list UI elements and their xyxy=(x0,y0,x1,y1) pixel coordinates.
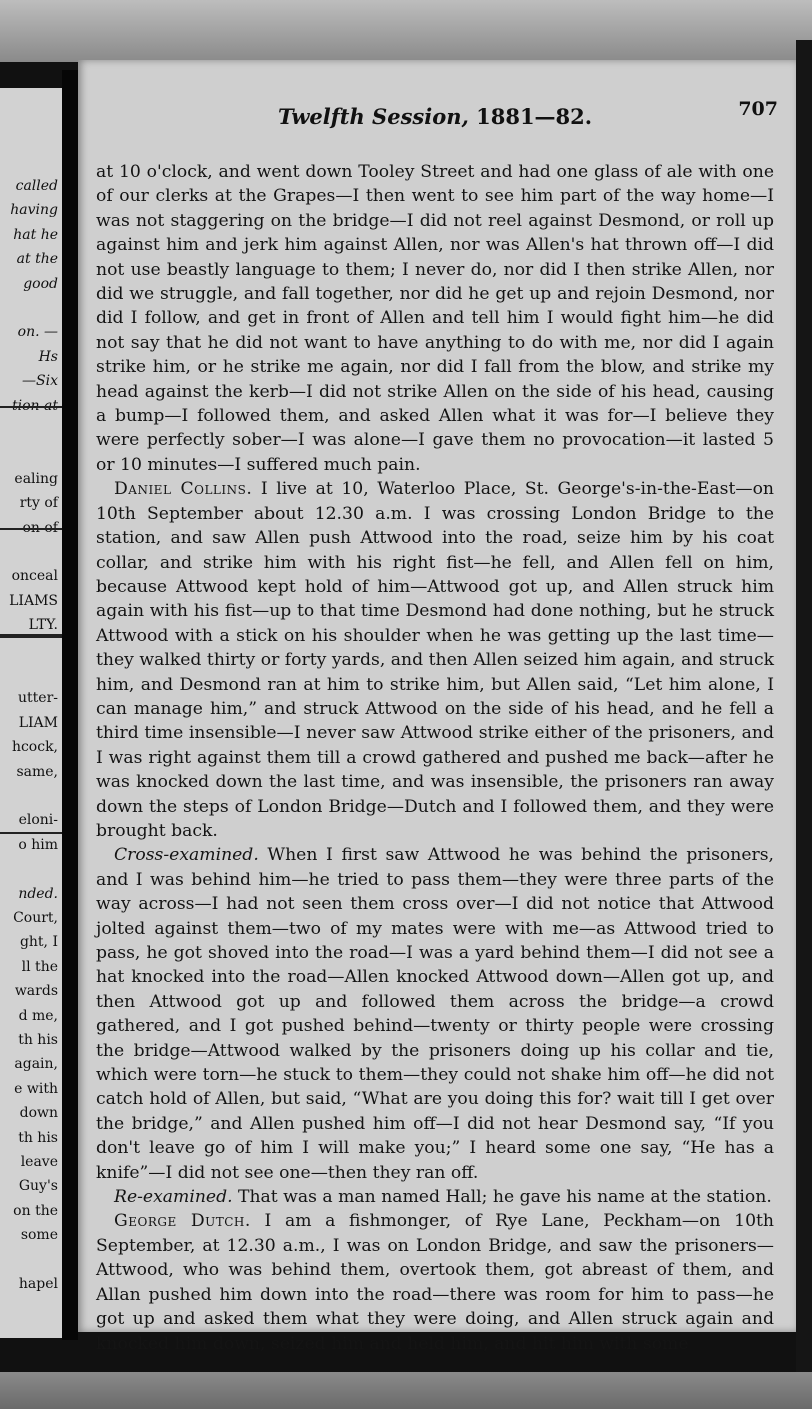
facing-page-rule xyxy=(0,406,62,408)
facing-page-fragment: LTY. xyxy=(28,617,58,634)
facing-page-fragment: th his xyxy=(18,1129,58,1146)
facing-page-fragment: down xyxy=(19,1105,58,1122)
facing-page-fragment: o him xyxy=(18,836,58,853)
paragraph-body: I am a fishmonger, of Rye Lane, Peckham—on 10th September, at 12.30 a.m., I was on London Bridge, and saw the prisoners—Attwood, who was behind them, overtook them, got abreast of them, and Allan pushed him down into the road—there was room for him to pass—he got up and asked them what they were doing, and Allen struck again and knocked him down, seized him and held him, and hit him with some xyxy=(96,1211,774,1354)
facing-page-fragment: ll the xyxy=(21,958,58,975)
paragraph xyxy=(96,477,774,843)
facing-page-fragment: nded. xyxy=(18,885,58,902)
facing-page-fragment: on. — xyxy=(17,324,58,341)
facing-page-fragment: LIAMS xyxy=(9,592,58,609)
facing-page-fragment: hcock, xyxy=(11,739,58,756)
facing-page-edge xyxy=(0,88,62,1338)
facing-page-fragment: again, xyxy=(14,1056,58,1073)
facing-page-fragment: Hs xyxy=(38,348,58,365)
paragraph-body: That was a man named Hall; he gave his name at the station. xyxy=(232,1187,772,1208)
paragraph xyxy=(96,1185,774,1209)
facing-page-fragment: LIAM xyxy=(18,714,58,731)
facing-page-fragment: some xyxy=(20,1227,58,1244)
facing-page-fragment: eloni- xyxy=(18,812,58,829)
paragraph xyxy=(96,1209,774,1355)
facing-page-fragment: ealing xyxy=(14,470,58,487)
paragraph-body: I live at 10, Waterloo Place, St. George's-in-the-East—on 10th September about 12.30 a.m. I was crossing London Bridge to the station, and saw Allen push Attwood into the road, seize him by his coat collar, and strike him with his right fist—he fell, and Allen fell on him, because Attwood kept hold of him—Attwood got up, and Allen struck him again with his fist—up to that time Desmond had done nothing, but he struck Attwood with a stick on his shoulder when he was getting up the last time—they walked thirty or forty yards, and then Allen seized him again, and struck him, and Desmond ran at him to strike him, but Allen said, “Let him alone, I can manage him,” and struck Attwood on the side of his head, and he fell a third time insensible—I never saw Attwood strike either of the prisoners, and I was right against them till a crowd gathered and pushed me back—after he was knocked down the last time, and was insensible, the prisoners ran away down the steps of London Bridge—Dutch and I followed them, and they were brought back. xyxy=(96,479,774,841)
facing-page-rule xyxy=(0,634,62,638)
facing-page-fragment: th his xyxy=(18,1032,58,1048)
witness-name: George Dutch. xyxy=(114,1211,251,1232)
running-head xyxy=(278,104,592,129)
facing-page-fragment: Court, xyxy=(13,910,58,926)
facing-page-rule xyxy=(0,528,62,530)
facing-page-fragment: at the xyxy=(16,251,58,268)
facing-page-fragment: good xyxy=(23,275,58,292)
facing-page-fragment: on the xyxy=(13,1202,58,1219)
paragraph-body: at 10 o'clock, and went down Tooley Street and had one glass of ale with one of our clerks at the Grapes—I then went to see him part of the way home—I was not staggering on the bridge—I did not reel against Desmond, or roll up against him and jerk him against Allen, nor was Allen's hat thrown off—I did not use beastly language to them; I never do, nor did I then strike Allen, nor did we struggle, and fall together, nor did he get up and rejoin Desmond, nor did I follow, and get in front of Allen and tell him I would fight him—he did not say that he did not want to have anything to do with me, nor did I again strike him, or he strike me again, nor did I fall from the blow, and strike my head against the kerb—I did not strike Allen on the side of his head, causing a bump—I followed them, and asked Allen what it was for—I believe they were perfectly sober—I was alone—I gave them no provocation—it lasted 5 or 10 minutes—I suffered much pain. xyxy=(96,162,774,475)
facing-page-fragment: having xyxy=(10,202,58,219)
examination-label: Cross-examined. xyxy=(114,845,259,866)
session-years: 1881—82. xyxy=(476,104,593,129)
facing-page-fragment: utter- xyxy=(18,690,58,707)
examination-label: Re-examined. xyxy=(114,1187,233,1208)
facing-page-fragment: onceal xyxy=(11,568,58,585)
page-number: 707 xyxy=(738,98,778,120)
facing-page-fragment: leave xyxy=(20,1154,58,1170)
facing-page-rule xyxy=(0,832,62,834)
scan-top-margin xyxy=(0,0,812,62)
scan-bottom-margin xyxy=(0,1372,812,1409)
facing-page-fragment: wards xyxy=(14,983,58,1000)
facing-page-fragment: same, xyxy=(16,763,58,780)
paragraph xyxy=(96,160,774,477)
book-page xyxy=(78,60,796,1354)
paragraph-body: When I first saw Attwood he was behind the prisoners, and I was behind him—he tried to pass them—they were three parts of the way across—I had not seen them cross over—I did not notice that Attwood jolted against them—two of my mates were with me—as Attwood tried to pass, he got shoved into the road—I was a yard behind them—I did not see a hat knocked into the road—Allen knocked Attwood down—Allen got up, and then Attwood got up and followed them across the bridge—a crowd gathered, and I got pushed behind—twenty or thirty people were crossing the bridge—Attwood walked by the prisoners doing up his collar and tie, which were torn—he stuck to them—they could not shake him off—he did not catch hold of Allen, but said, “What are you doing this for? wait till I get over the bridge,” and Allen pushed him off—I did not hear Desmond say, “If you don't leave go of him I will make you;” I heard some one say, “He has a knife”—I did not see one—then they ran off. xyxy=(96,845,774,1183)
facing-page-fragment: Guy's xyxy=(18,1178,58,1195)
facing-page-fragment: d me, xyxy=(18,1007,58,1024)
testimony-text xyxy=(96,160,774,1356)
facing-page-fragment: called xyxy=(15,178,58,194)
facing-page-fragment: hapel xyxy=(18,1276,58,1292)
facing-page-fragment: e with xyxy=(14,1080,58,1097)
scan-right-border xyxy=(796,40,812,1380)
facing-page-fragment: hat he xyxy=(13,226,58,243)
facing-page-fragment: —Six xyxy=(22,373,58,390)
paragraph xyxy=(96,843,774,1185)
facing-page-fragment: ght, I xyxy=(19,934,58,951)
session-title: Twelfth Session, xyxy=(278,104,469,129)
book-gutter xyxy=(62,70,78,1340)
witness-name: Daniel Collins. xyxy=(114,479,253,500)
facing-page-fragment: rty of xyxy=(19,495,58,512)
